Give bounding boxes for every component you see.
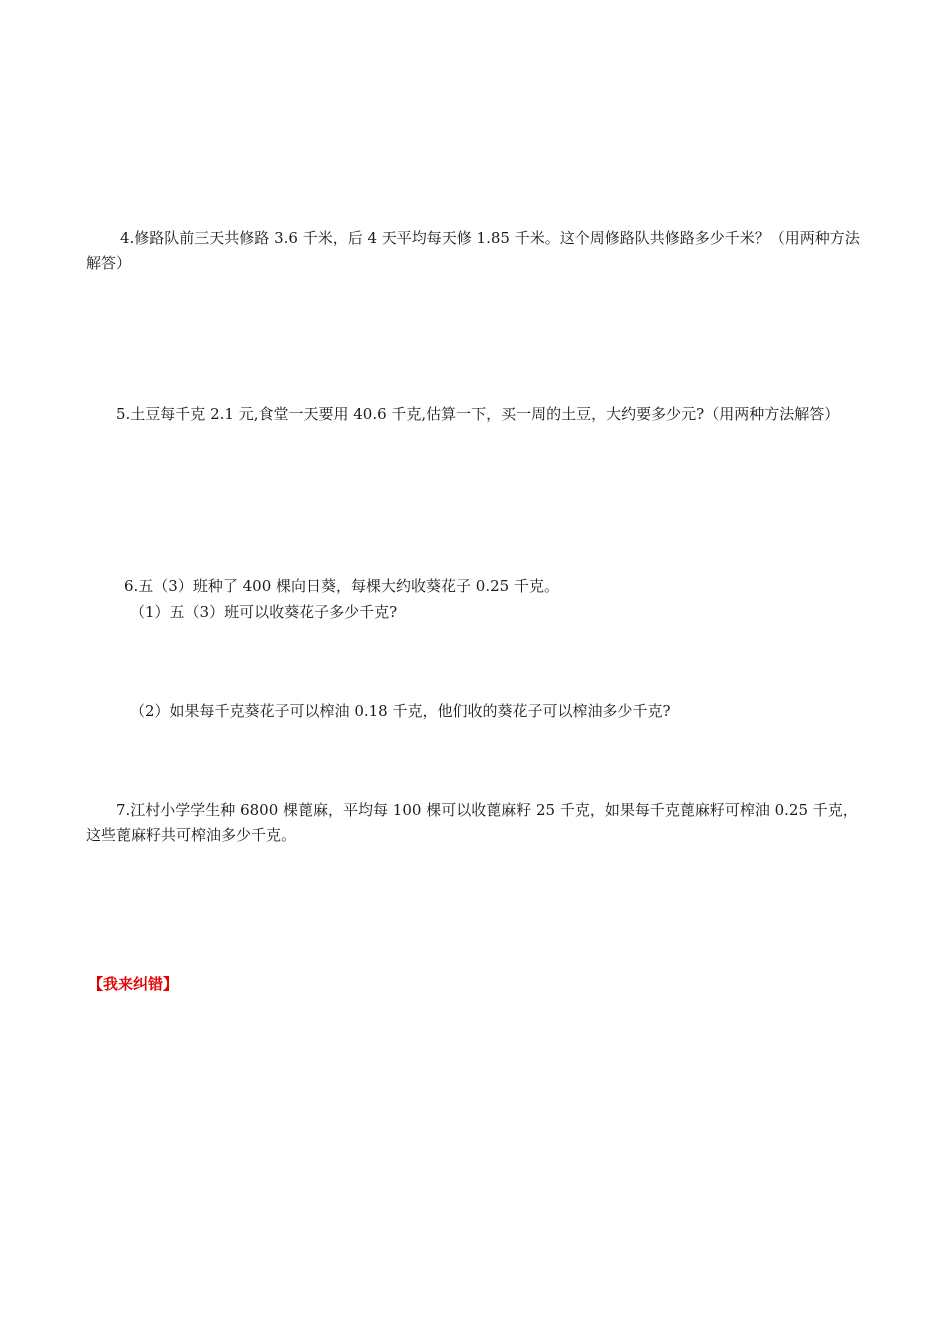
- problem-7: 7.江村小学学生种 6800 棵蓖麻，平均每 100 棵可以收蓖麻籽 25 千克，如果每千克蓖麻籽可榨油 0.25 千克，这些蓖麻籽共可榨油多少千克。: [86, 801, 858, 844]
- error-correction-heading: 【我来纠错】: [88, 975, 179, 993]
- problem-6: 6.五（3）班种了 400 棵向日葵，每棵大约收葵花子 0.25 千克。: [124, 577, 559, 595]
- problem-5: 5.土豆每千克 2.1 元,食堂一天要用 40.6 千克,估算一下，买一周的土豆，大约要多少元?（用两种方法解答）: [116, 405, 840, 423]
- problem-6-question-1: （1）五（3）班可以收葵花子多少千克?: [130, 603, 398, 621]
- problem-4: 4.修路队前三天共修路 3.6 千米，后 4 天平均每天修 1.85 千米。这个周修路队共修路多少千米？（用两种方法解答）: [86, 229, 860, 272]
- problem-6-question-2: （2）如果每千克葵花子可以榨油 0.18 千克，他们收的葵花子可以榨油多少千克?: [130, 702, 671, 720]
